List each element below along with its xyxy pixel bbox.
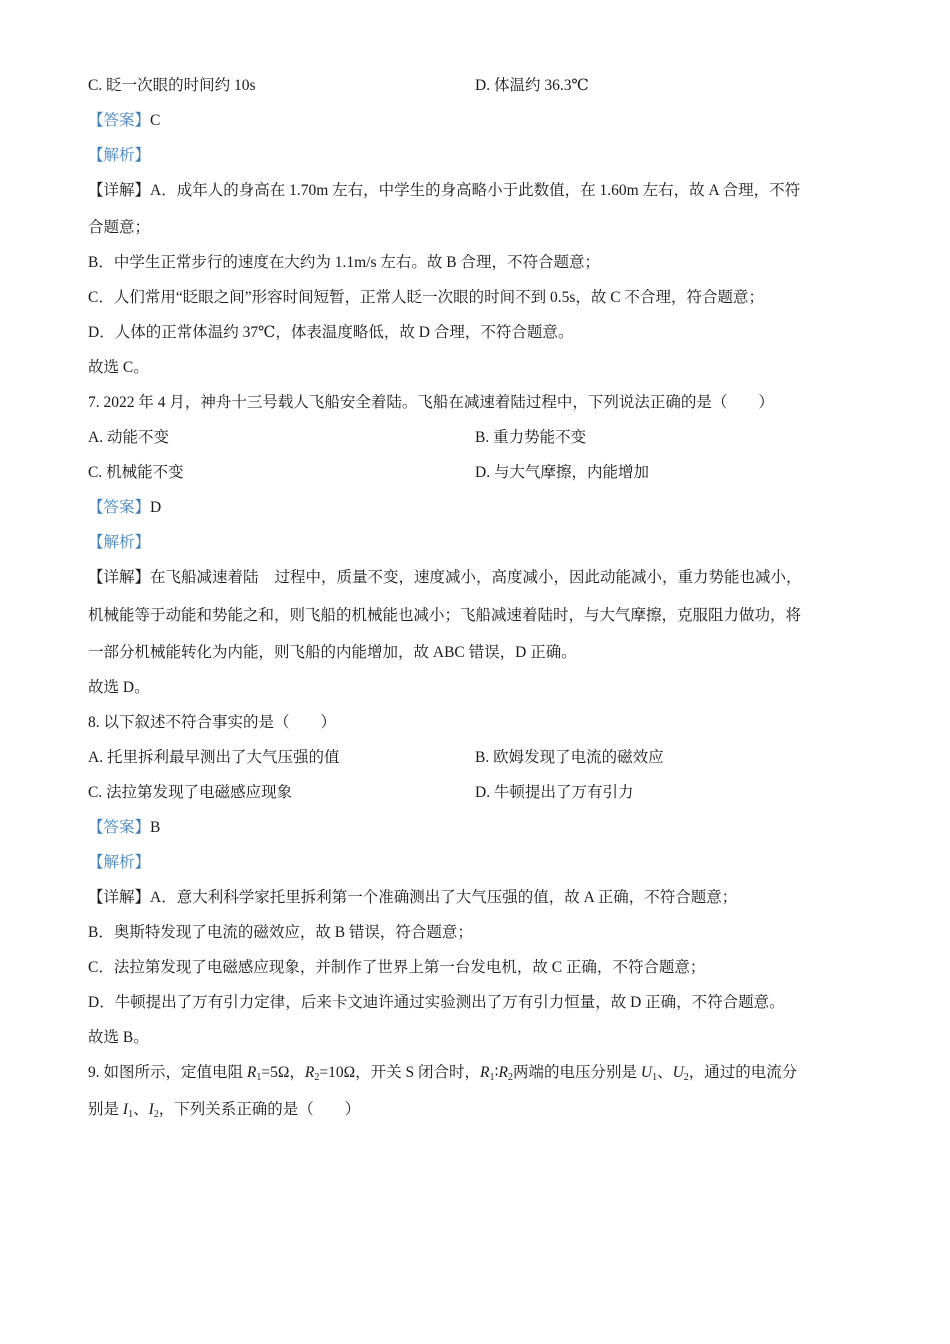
detail-tag: 【详解】 xyxy=(88,569,151,586)
question-stem: 8. 以下叙述不符合事实的是（ ） xyxy=(88,714,337,731)
separator: 、 xyxy=(657,1064,673,1081)
r-symbol: R xyxy=(479,1064,490,1081)
option-c: C. 机械能不变 xyxy=(88,464,184,481)
detail-b: B．奥斯特发现了电流的磁效应，故 B 错误，符合题意； xyxy=(88,924,473,941)
detail-tag: 【详解】 xyxy=(88,182,151,199)
detail-a-line1 xyxy=(88,181,800,201)
stem-text: ，下列关系正确的是（ ） xyxy=(158,1101,361,1118)
option-c: C. 法拉第发现了电磁感应现象 xyxy=(88,784,293,801)
detail-line3: 一部分机械能转化为内能，则飞船的内能增加，故 ABC 错误，D 正确。 xyxy=(88,644,577,661)
detail-d: D．人体的正常体温约 37℃，体表温度略低，故 D 合理，不符合题意。 xyxy=(88,324,574,341)
conclusion: 故选 B。 xyxy=(88,1029,149,1046)
detail-line2: 机械能等于动能和势能之和，则飞船的机械能也减小；飞船减速着陆时，与大气摩擦，克服阻力做功，将 xyxy=(88,607,802,624)
answer-value: D xyxy=(150,499,162,516)
r-symbol: R xyxy=(304,1064,315,1081)
r1-value: =5Ω， xyxy=(261,1064,305,1081)
separator: 、 xyxy=(133,1101,149,1118)
subscript: 1 xyxy=(256,1072,262,1083)
stem-text: 两端的电压分别是 xyxy=(512,1064,641,1081)
i-symbol: I xyxy=(148,1101,154,1118)
option-d: D. 与大气摩擦，内能增加 xyxy=(475,464,649,481)
option-b: B. 重力势能不变 xyxy=(475,429,587,446)
analysis-tag: 【解析】 xyxy=(88,534,151,551)
stem-text: 9. 如图所示，定值电阻 xyxy=(88,1064,247,1081)
conclusion: 故选 D。 xyxy=(88,679,150,696)
stem-text: ，通过的电流分 xyxy=(688,1064,798,1081)
answer-tag: 【答案】 xyxy=(88,499,151,516)
subscript: 1 xyxy=(128,1109,134,1120)
r2-value: =10Ω，开关 S 闭合时， xyxy=(319,1064,480,1081)
detail-b: B．中学生正常步行的速度在大约为 1.1m/s 左右。故 B 合理，不符合题意； xyxy=(88,254,600,271)
option-a: A. 动能不变 xyxy=(88,429,169,446)
ratio-separator: ∶ xyxy=(494,1064,499,1081)
subscript: 2 xyxy=(683,1072,689,1083)
u-symbol: U xyxy=(640,1064,653,1081)
answer-tag: 【答案】 xyxy=(88,819,151,836)
r-symbol: R xyxy=(498,1064,508,1081)
stem-text: 别是 xyxy=(88,1101,123,1118)
answer-line xyxy=(88,498,161,518)
answer-value: C xyxy=(150,112,161,129)
question-stem-line1 xyxy=(88,1063,797,1088)
u-symbol: U xyxy=(672,1064,684,1081)
analysis-tag: 【解析】 xyxy=(88,854,151,871)
subscript: 1 xyxy=(652,1072,658,1083)
detail-a xyxy=(88,888,737,908)
option-a: A. 托里拆利最早测出了大气压强的值 xyxy=(88,749,340,766)
answer-line xyxy=(88,111,160,131)
option-b: B. 欧姆发现了电流的磁效应 xyxy=(475,749,664,766)
detail-text-part2: 过程中，质量不变，速度减小，高度减小，因此动能减小，重力势能也减小， xyxy=(274,569,802,586)
r-symbol: R xyxy=(246,1064,257,1081)
detail-a-text: A．成年人的身高在 1.70m 左右，中学生的身高略小于此数值，在 1.60m 左右，故 A 合理，不符 xyxy=(150,182,801,199)
detail-tag: 【详解】 xyxy=(88,889,151,906)
detail-line1 xyxy=(88,568,802,588)
option-d: D. 牛顿提出了万有引力 xyxy=(475,784,634,801)
detail-c: C．法拉第发现了电磁感应现象，并制作了世界上第一台发电机，故 C 正确，不符合题意； xyxy=(88,959,706,976)
detail-a-text: A．意大利科学家托里拆利第一个准确测出了大气压强的值，故 A 正确，不符合题意； xyxy=(150,889,738,906)
answer-line xyxy=(88,818,160,838)
analysis-tag: 【解析】 xyxy=(88,147,151,164)
option-c: C. 眨一次眼的时间约 10s xyxy=(88,77,256,94)
subscript: 2 xyxy=(507,1072,513,1083)
option-d: D. 体温约 36.3℃ xyxy=(475,77,589,94)
answer-tag: 【答案】 xyxy=(88,112,151,129)
subscript: 2 xyxy=(153,1109,159,1120)
detail-a-line2: 合题意； xyxy=(88,219,151,236)
question-stem: 7. 2022 年 4 月，神舟十三号载人飞船安全着陆。飞船在减速着陆过程中，下列说法正确的是（ ） xyxy=(88,394,774,411)
detail-d: D．牛顿提出了万有引力定律，后来卡文迪许通过实验测出了万有引力恒量，故 D 正确，不符合题意。 xyxy=(88,994,785,1011)
conclusion: 故选 C。 xyxy=(88,359,149,376)
subscript: 2 xyxy=(314,1072,320,1083)
i-symbol: I xyxy=(122,1101,129,1118)
subscript: 1 xyxy=(489,1072,495,1083)
detail-text-part1: 在飞船减速着陆 xyxy=(150,569,259,586)
answer-value: B xyxy=(150,819,161,836)
question-stem-line2 xyxy=(88,1100,360,1125)
detail-c: C．人们常用“眨眼之间”形容时间短暂，正常人眨一次眼的时间不到 0.5s，故 C 不合理，符合题意； xyxy=(88,289,764,306)
